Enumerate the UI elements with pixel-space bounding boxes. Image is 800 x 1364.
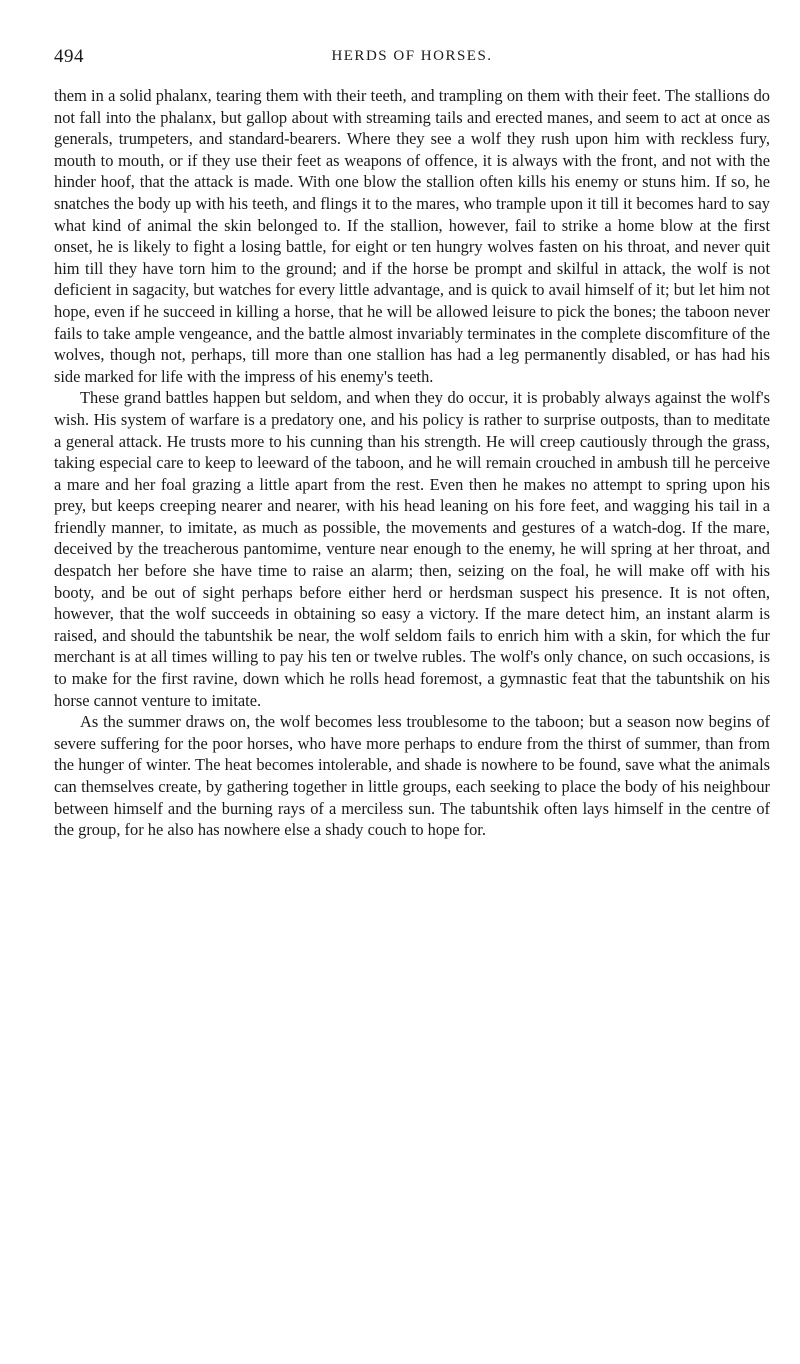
book-page <box>54 0 770 1364</box>
running-head <box>54 46 770 70</box>
page-number: 494 <box>54 46 84 67</box>
paragraph-summer: As the summer draws on, the wolf becomes less troublesome to the taboon; but a season now begins of severe suffering for the poor horses, who have more perhaps to endure from the thirst of summer, than from the hunger of winter. The heat becomes intolerable, and shade is nowhere to be found, save what the animals can themselves create, by gathering together in little groups, each seeking to place the body of his neighbour between himself and the burning rays of a merciless sun. The tabuntshik often lays himself in the centre of the group, for he also has nowhere else a shady couch to hope for. <box>54 712 770 840</box>
running-title: HERDS OF HORSES. <box>331 48 493 64</box>
paragraph-continued: them in a solid phalanx, tearing them with their teeth, and trampling on them with their feet. The stallions do not fall into the phalanx, but gallop about with streaming tails and erected manes, and seem to act at once as generals, trumpeters, and standard-bearers. Where they see a wolf they rush upon him with reckless fury, mouth to mouth, or if they use their feet as weapons of offence, it is always with the front, and not with the hinder hoof, that the attack is made. With one blow the stallion often kills his enemy or stuns him. If so, he snatches the body up with his teeth, and flings it to the mares, who trample upon it till it becomes hard to say what kind of animal the skin belonged to. If the stallion, however, fail to strike a home blow at the first onset, he is likely to fight a losing battle, for eight or ten hungry wolves fasten on his throat, and never quit him till they have torn him to the ground; and if the horse be prompt and skilful in attack, the wolf is not deficient in sagacity, but watches for every little advantage, and is quick to avail himself of it; but let him not hope, even if he succeed in killing a horse, that he will be allowed leisure to pick the bones; the taboon never fails to take ample vengeance, and the battle almost invariably terminates in the complete discomfiture of the wolves, though not, perhaps, till more than one stallion has had a leg permanently disabled, or has had his side marked for life with the impress of his enemy's teeth. <box>54 86 770 386</box>
paragraph-wolf-tactics: These grand battles happen but seldom, and when they do occur, it is probably always against the wolf's wish. His system of warfare is a predatory one, and his policy is rather to surprise outposts, than to meditate a general attack. He trusts more to his cunning than his strength. He will creep cautiously through the grass, taking especial care to keep to leeward of the taboon, and he will remain crouched in ambush till he perceive a mare and her foal grazing a little apart from the rest. Even then he makes no attempt to spring upon his prey, but keeps creeping nearer and nearer, with his head leaning on his fore feet, and wagging his tail in a friendly manner, to imitate, as much as possible, the movements and gestures of a watch-dog. If the mare, deceived by the treacherous pantomime, venture near enough to the enemy, he will spring at her throat, and despatch her before she have time to raise an alarm; then, seizing on the foal, he will make off with his booty, and be out of sight perhaps before either herd or herdsman suspect his presence. It is not often, however, that the wolf succeeds in obtaining so easy a victory. If the mare detect him, an instant alarm is raised, and should the tabuntshik be near, the wolf seldom fails to enrich him with a skin, for which the fur merchant is at all times willing to pay his ten or twelve rubles. The wolf's only chance, on such occasions, is to make for the first ravine, down which he rolls head foremost, a gymnastic feat that the tabuntshik on his horse cannot venture to imitate. <box>54 388 770 710</box>
body-text <box>54 85 770 841</box>
